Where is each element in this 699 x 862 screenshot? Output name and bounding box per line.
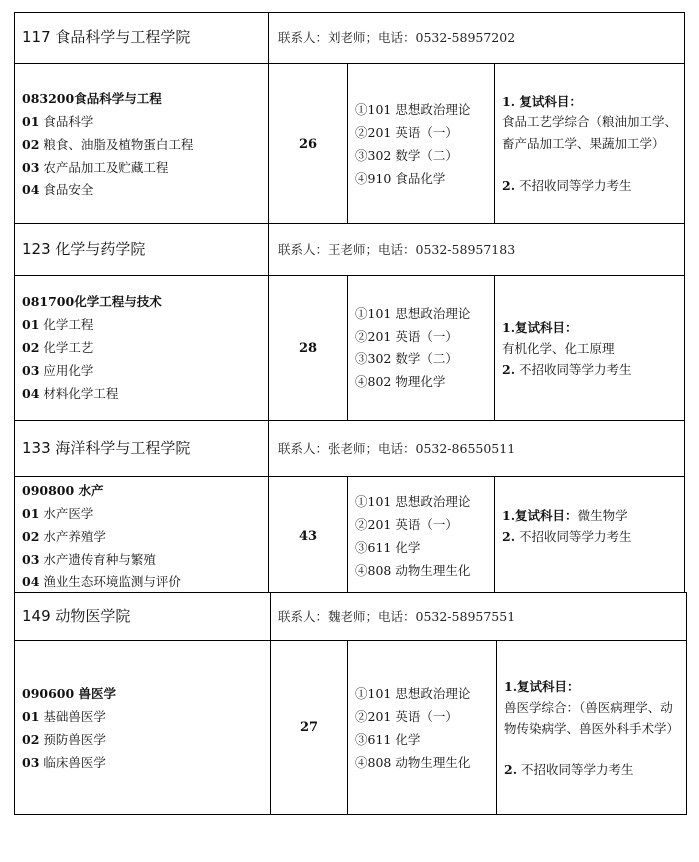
direction-code: 03 <box>22 160 40 175</box>
major-title <box>22 290 162 313</box>
exam-subject: ③302 数学（二） <box>355 148 458 163</box>
grid-line <box>268 12 269 63</box>
contact-info: 联系人：刘老师；电话：0532-58957202 <box>278 30 516 45</box>
note-number: 2. <box>504 762 518 777</box>
direction-code: 03 <box>22 755 40 770</box>
grid-line <box>496 640 497 814</box>
exam-subject: ③302 数学（二） <box>355 351 458 366</box>
direction-item <box>22 156 168 179</box>
enrollment-count: 43 <box>298 529 318 544</box>
grid-line <box>347 476 348 592</box>
retest-label: 1.复试科目： <box>502 320 578 335</box>
major-code: 083200 <box>22 91 75 106</box>
direction-code: 02 <box>22 340 40 355</box>
note-number: 2. <box>502 362 516 377</box>
grid-line <box>14 223 685 224</box>
retest-subjects: 食品工艺学综合（粮油加工学、畜产品加工学、果蔬加工学） <box>502 114 678 151</box>
exam-subject: ①101 思想政治理论 <box>355 102 471 117</box>
enrollment-count: 26 <box>298 137 318 152</box>
direction-item <box>22 336 93 359</box>
note <box>504 758 634 781</box>
exam-subject: ①101 思想政治理论 <box>355 686 471 701</box>
grid-line <box>494 275 495 420</box>
direction-item <box>22 728 106 751</box>
direction-code: 04 <box>22 386 40 401</box>
direction-code: 03 <box>22 552 40 567</box>
direction-code: 01 <box>22 709 40 724</box>
major-title <box>22 87 162 110</box>
major-code: 081700 <box>22 294 75 309</box>
direction-item <box>22 313 93 336</box>
direction-item <box>22 570 181 593</box>
grid-line <box>14 275 685 276</box>
direction-name: 化学工艺 <box>43 340 94 355</box>
exam-subject: ②201 英语（一） <box>355 125 458 140</box>
exam-subject: ①101 思想政治理论 <box>355 494 471 509</box>
direction-code: 02 <box>22 732 40 747</box>
contact-info: 联系人：张老师；电话：0532-86550511 <box>278 441 516 456</box>
grid-line <box>14 814 687 815</box>
grid-line <box>347 275 348 420</box>
direction-name: 食品安全 <box>43 182 94 197</box>
exam-subject: ④910 食品化学 <box>355 171 446 186</box>
grid-line <box>14 476 685 477</box>
grid-line <box>268 223 269 275</box>
major-title <box>22 479 104 502</box>
note-number: 2. <box>502 529 516 544</box>
grid-line <box>14 12 15 592</box>
direction-code: 02 <box>22 529 40 544</box>
note-number: 2. <box>502 178 516 193</box>
major-code: 090600 <box>22 686 75 701</box>
exam-subject: ④808 动物生理生化 <box>355 755 471 770</box>
direction-name: 材料化学工程 <box>43 386 119 401</box>
grid-line <box>14 420 685 421</box>
direction-code: 01 <box>22 317 40 332</box>
direction-name: 水产养殖学 <box>43 529 106 544</box>
note-text: 不招收同等学力考生 <box>519 178 632 193</box>
direction-item <box>22 359 93 382</box>
direction-name: 应用化学 <box>43 363 94 378</box>
note <box>502 358 632 381</box>
direction-name: 水产遗传育种与繁殖 <box>43 552 156 567</box>
direction-item <box>22 382 118 405</box>
exam-subject: ④802 物理化学 <box>355 374 446 389</box>
note-text: 不招收同等学力考生 <box>519 529 632 544</box>
direction-code: 01 <box>22 506 40 521</box>
college-name: 117 食品科学与工程学院 <box>22 28 191 46</box>
direction-name: 基础兽医学 <box>43 709 106 724</box>
grid-line <box>270 592 271 640</box>
major-name: 水产 <box>78 483 104 498</box>
major-name: 兽医学 <box>78 686 117 701</box>
note <box>502 174 632 197</box>
grid-line <box>494 476 495 592</box>
direction-item <box>22 178 93 201</box>
college-name: 149 动物医学院 <box>22 607 131 625</box>
major-title <box>22 682 116 705</box>
college-name: 123 化学与药学院 <box>22 240 146 258</box>
exam-subject: ②201 英语（一） <box>355 709 458 724</box>
grid-line <box>14 63 685 64</box>
retest-line <box>502 504 628 527</box>
major-code: 090800 <box>22 483 75 498</box>
contact-info: 联系人：魏老师；电话：0532-58957551 <box>278 609 516 624</box>
retest-subjects: 有机化学、化工原理 <box>502 341 615 356</box>
grid-line <box>268 420 269 476</box>
direction-name: 临床兽医学 <box>43 755 106 770</box>
direction-code: 03 <box>22 363 40 378</box>
retest-subjects: 微生物学 <box>577 508 628 523</box>
direction-name: 水产医学 <box>43 506 94 521</box>
note-text: 不招收同等学力考生 <box>521 762 634 777</box>
exam-subject: ③611 化学 <box>355 732 421 747</box>
retest-label: 1.复试科目： <box>502 508 578 523</box>
direction-code: 04 <box>22 182 40 197</box>
direction-code: 02 <box>22 137 40 152</box>
exam-subject: ②201 英语（一） <box>355 329 458 344</box>
grid-line <box>686 592 687 814</box>
exam-subject: ③611 化学 <box>355 540 421 555</box>
direction-name: 渔业生态环境监测与评价 <box>43 574 181 589</box>
direction-code: 01 <box>22 114 40 129</box>
note-text: 不招收同等学力考生 <box>519 362 632 377</box>
contact-info: 联系人：王老师；电话：0532-58957183 <box>278 242 516 257</box>
direction-name: 农产品加工及贮藏工程 <box>43 160 169 175</box>
direction-code: 04 <box>22 574 40 589</box>
exam-subject: ④808 动物生理生化 <box>355 563 471 578</box>
direction-name: 化学工程 <box>43 317 94 332</box>
direction-item <box>22 751 106 774</box>
direction-item <box>22 548 156 571</box>
direction-name: 粮食、油脂及植物蛋白工程 <box>43 137 194 152</box>
exam-subject: ②201 英语（一） <box>355 517 458 532</box>
direction-item <box>22 110 93 133</box>
direction-item <box>22 705 106 728</box>
retest-label: 1. 复试科目： <box>502 94 582 109</box>
direction-item <box>22 133 193 156</box>
retest-subjects: 兽医学综合：（兽医病理学、动物传染病学、兽医外科手术学） <box>504 700 680 736</box>
direction-name: 预防兽医学 <box>43 732 106 747</box>
grid-line <box>14 12 685 13</box>
retest-label: 1.复试科目： <box>504 679 580 694</box>
note <box>502 525 632 548</box>
grid-line <box>684 12 685 592</box>
major-name: 化学工程与技术 <box>74 294 162 309</box>
grid-line <box>347 63 348 223</box>
direction-item <box>22 525 106 548</box>
college-name: 133 海洋科学与工程学院 <box>22 439 191 457</box>
grid-line <box>14 640 687 641</box>
major-name: 食品科学与工程 <box>74 91 162 106</box>
grid-line <box>494 63 495 223</box>
direction-name: 食品科学 <box>43 114 94 129</box>
exam-subject: ①101 思想政治理论 <box>355 306 471 321</box>
direction-item <box>22 502 93 525</box>
grid-line <box>14 592 15 814</box>
enrollment-count: 28 <box>298 341 318 356</box>
enrollment-count: 27 <box>299 720 319 735</box>
